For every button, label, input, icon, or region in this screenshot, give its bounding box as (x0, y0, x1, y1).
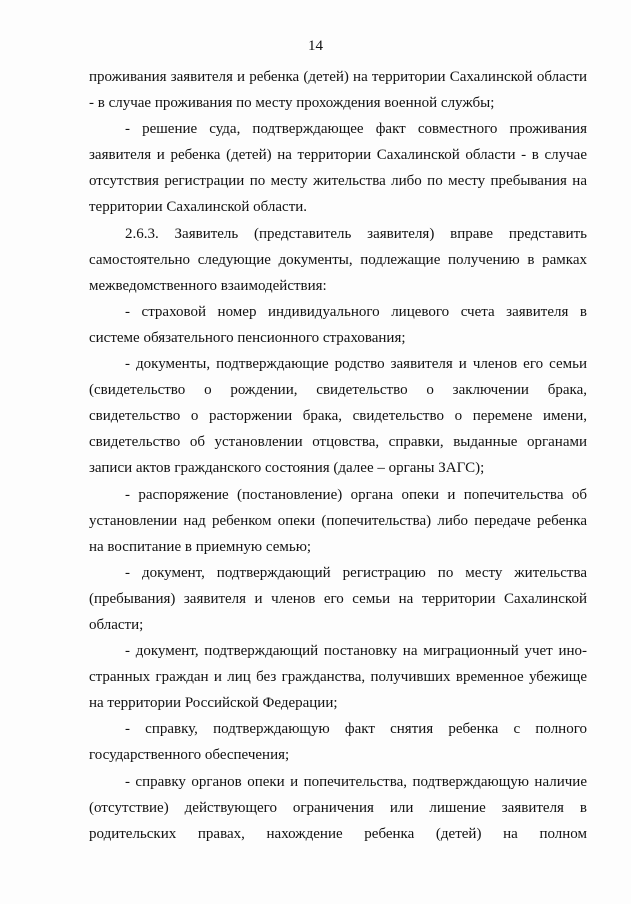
text-line: системе обязательного пенсионного страхования; (89, 329, 406, 346)
text-line: территории Сахалинской области. (89, 199, 308, 216)
text-line: свидетельство о расторжении брака, свидетельство о перемене имени, (89, 408, 587, 425)
text-line: - справку органов опеки и попечительства, подтверждающую наличие (125, 773, 587, 790)
text-line: самостоятельно следующие документы, подлежащие получению в рамках (89, 251, 587, 268)
text-line: (отсутствие) действующего ограничения или лишение заявителя в (89, 799, 587, 816)
text-line: - страховой номер индивидуального лицевого счета заявителя в (125, 303, 587, 320)
paragraph (89, 64, 587, 116)
text-line: записи актов гражданского состояния (далее – органы ЗАГС); (89, 460, 485, 477)
paragraph (89, 769, 587, 847)
paragraph (89, 560, 587, 638)
text-line: родительских правах, нахождение ребенка (детей) на полном (89, 825, 587, 842)
paragraph (89, 482, 587, 560)
paragraph (89, 638, 587, 716)
text-line: - решение суда, подтверждающее факт совместного проживания (125, 121, 587, 138)
text-line: странных граждан и лиц без гражданства, получивших временное убежище (89, 669, 587, 686)
text-line: области; (89, 616, 144, 633)
paragraph (89, 116, 587, 220)
text-line: установлении над ребенком опеки (попечительства) либо передаче ребенка (89, 512, 587, 529)
text-line: (свидетельство о рождении, свидетельство о заключении брака, (89, 382, 587, 399)
paragraph (89, 221, 587, 299)
text-line: отсутствия регистрации по месту жительства либо по месту пребывания на (89, 173, 587, 190)
text-line: на воспитание в приемную семью; (89, 538, 312, 555)
text-line: - документ, подтверждающий постановку на миграционный учет ино- (125, 643, 587, 660)
paragraph (89, 299, 587, 351)
text-line: - в случае проживания по месту прохождения военной службы; (89, 95, 495, 112)
text-line: государственного обеспечения; (89, 747, 290, 764)
page-number: 14 (308, 38, 323, 54)
text-line: - справку, подтверждающую факт снятия ребенка с полного (125, 721, 587, 738)
text-line: свидетельство об установлении отцовства, справки, выданные органами (89, 434, 587, 451)
paragraph (89, 351, 587, 481)
text-line: межведомственного взаимодействия: (89, 277, 327, 294)
text-line: (пребывания) заявителя и членов его семьи на территории Сахалинской (89, 590, 587, 607)
text-line: - документы, подтверждающие родство заявителя и членов его семьи (125, 356, 587, 373)
text-line: на территории Российской Федерации; (89, 695, 338, 712)
text-line: проживания заявителя и ребенка (детей) на территории Сахалинской области (89, 69, 587, 85)
paragraph (89, 716, 587, 768)
text-line: 2.6.3. Заявитель (представитель заявителя) вправе представить (125, 225, 587, 242)
text-line: - распоряжение (постановление) органа опеки и попечительства об (125, 486, 587, 503)
text-line: - документ, подтверждающий регистрацию по месту жительства (125, 564, 587, 581)
text-line: заявителя и ребенка (детей) на территории Сахалинской области - в случае (89, 147, 587, 164)
document-body (89, 64, 587, 847)
